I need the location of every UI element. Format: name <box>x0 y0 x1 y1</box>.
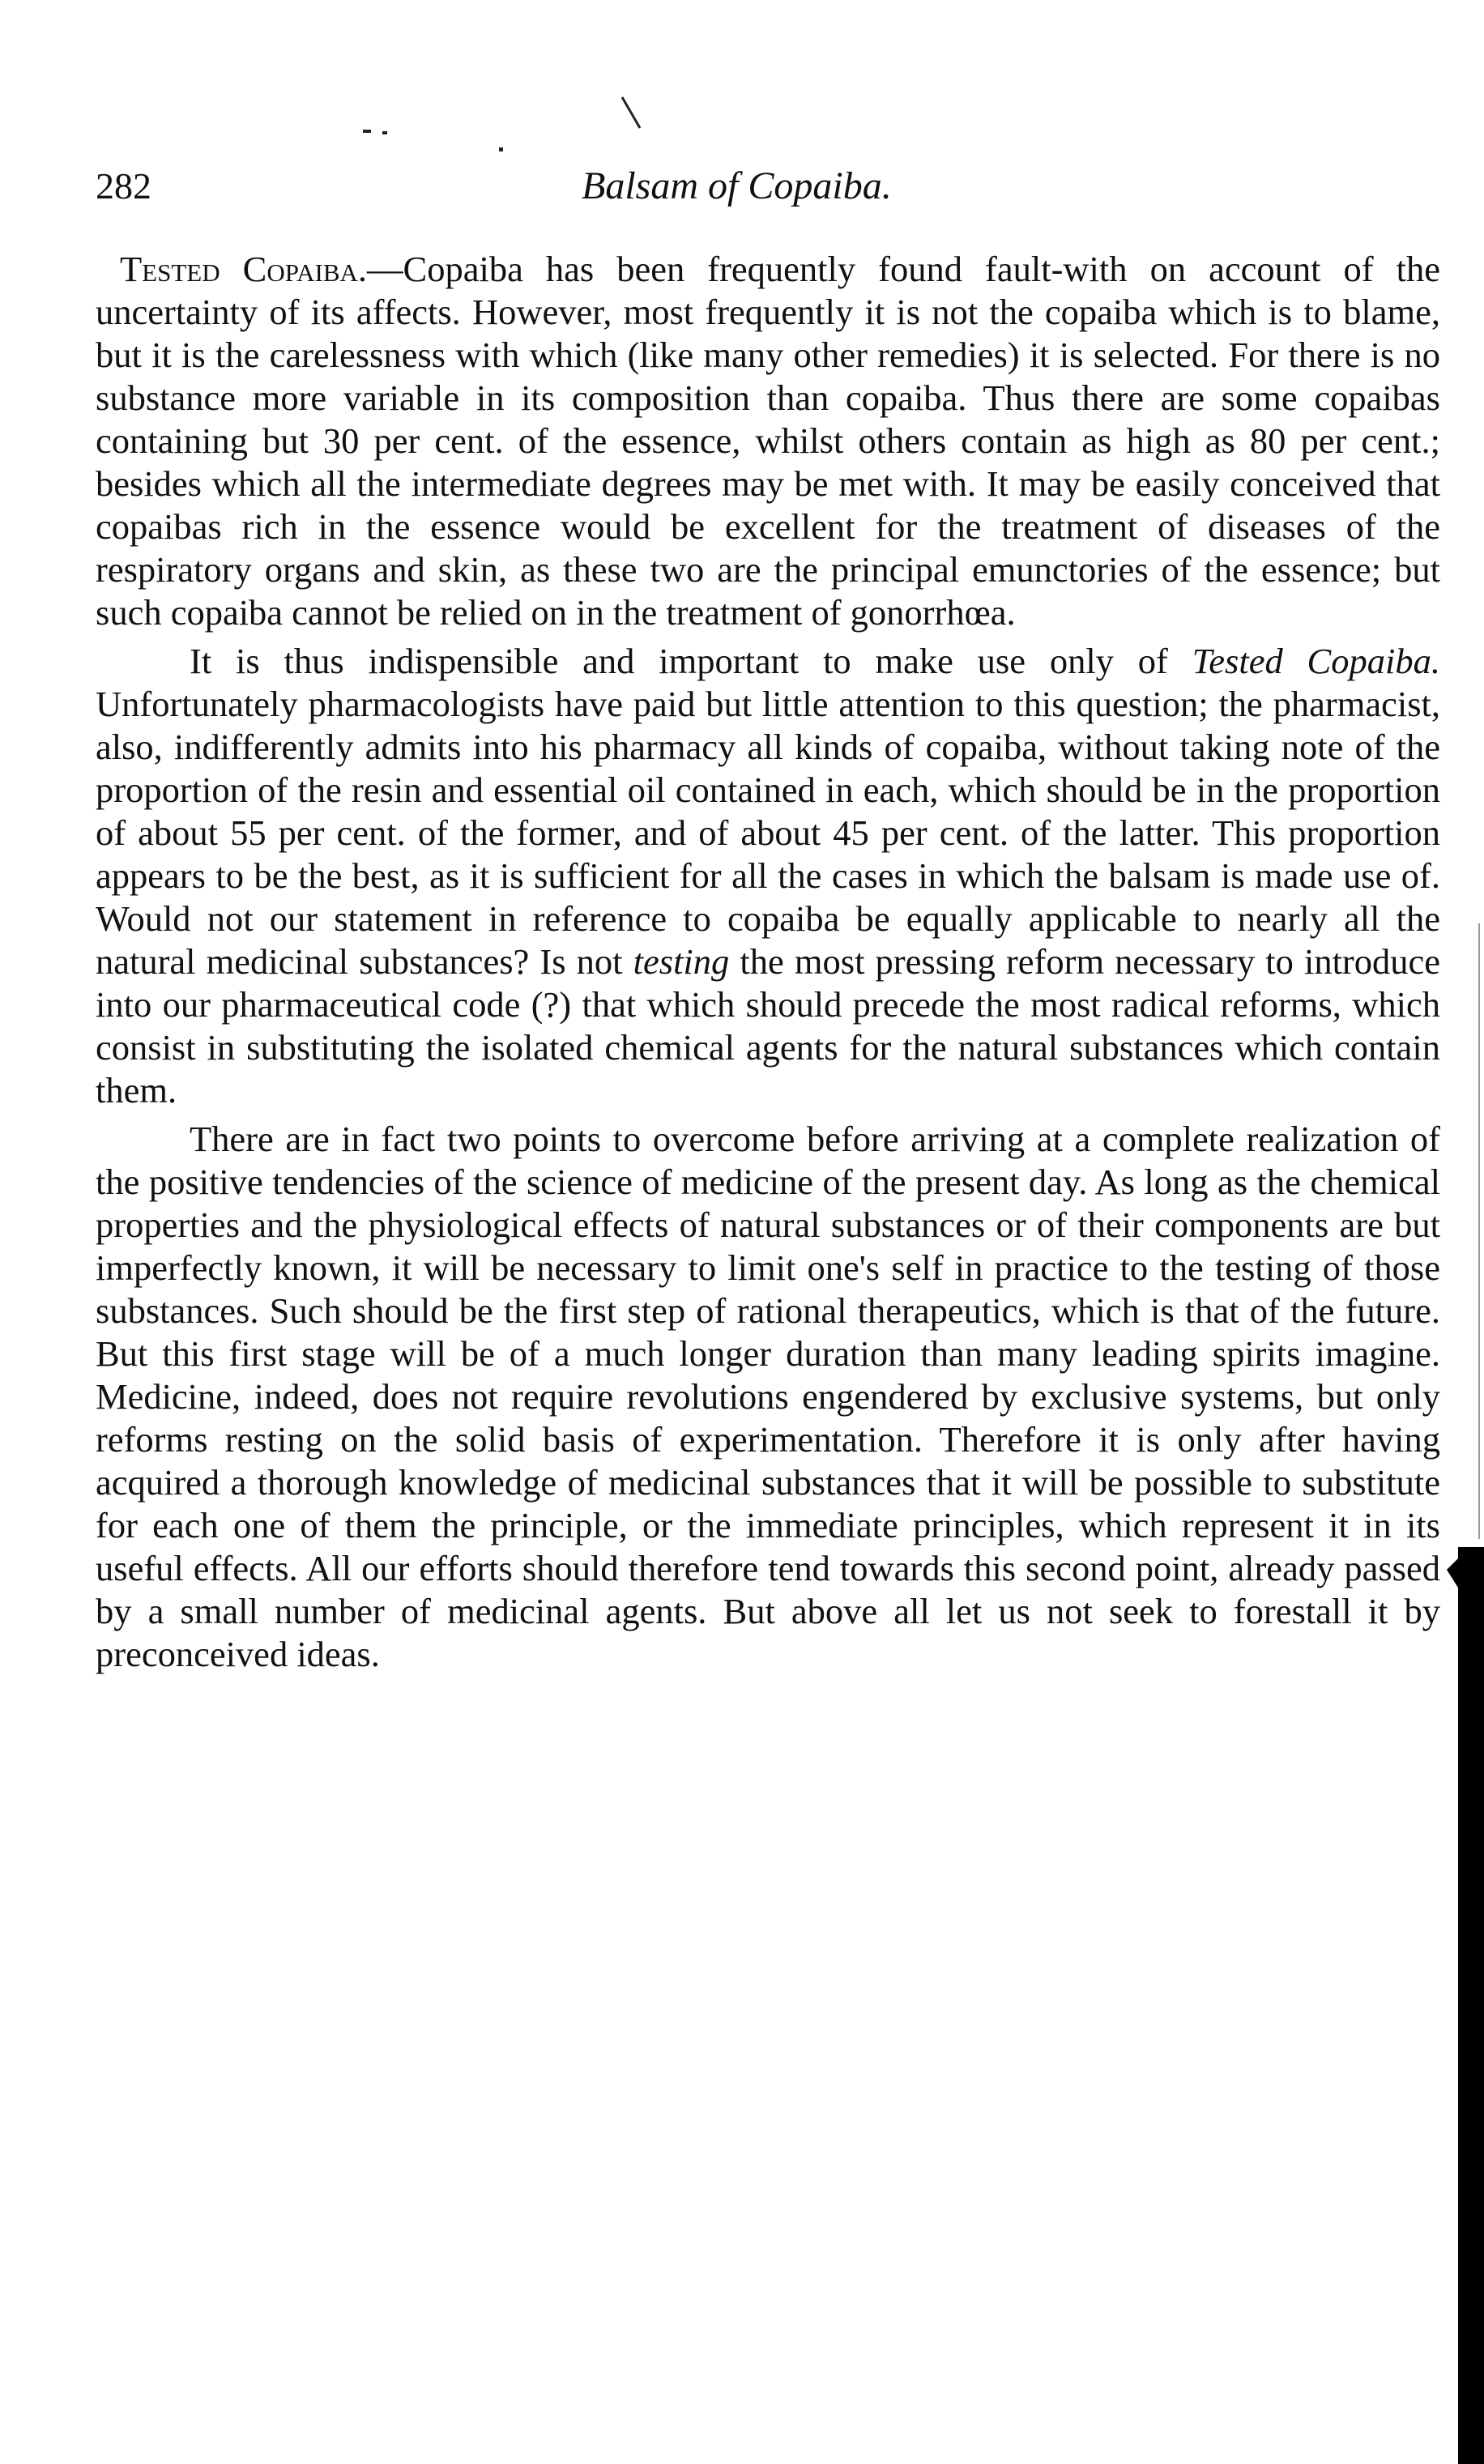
binding-shadow-bar <box>1458 1547 1484 2464</box>
running-title: Balsam of Copaiba. <box>582 164 892 207</box>
body-text <box>96 248 1440 1682</box>
top-edge-mark-2 <box>382 131 387 134</box>
section-lead: Tested Copaiba. <box>120 249 368 289</box>
top-edge-mark-4 <box>499 147 503 151</box>
italic-term: testing <box>633 941 730 982</box>
binding-shadow-tip <box>1447 1558 1458 1588</box>
paragraph-text: Unfortunately pharmacologists have paid but little attention to this question; the pharmacist, also, indifferently admits into his pharmacy all kinds of copaiba, without taking note of the proportion of the resin and essential oil contained in each, which should be in the proportion of about 55 per cent. of the former, and of about 45 per cent. of the latter. This proportion appears to be the best, as it is sufficient for all the cases in which the balsam is made use of. Would not our statement in reference to copaiba be equally applicable to nearly all the natural medicinal substances? Is not <box>96 684 1440 982</box>
paragraph-two-points <box>96 1118 1440 1676</box>
top-edge-mark-3 <box>622 97 640 128</box>
paragraph-text: There are in fact two points to overcome before arriving at a complete realization of the positive tendencies of the science of medicine of the present day. As long as the chemical properties and the physiological effects of natural substances or of their components are but imperfectly known, it will be necessary to limit one's self in practice to the testing of those substances. Such should be the first step of rational therapeutics, which is that of the future. But this first stage will be of a much longer duration than many leading spirits imagine. Medicine, indeed, does not require revolutions engendered by exclusive systems, but only reforms resting on the solid basis of experimentation. Therefore it is only after having acquired a thorough knowledge of medicinal substances that it will be possible to substitute for each one of them the principle, or the immediate principles, which represent it in its useful effects. All our efforts should therefore tend towards this second point, already passed by a small number of medicinal agents. But above all let us not seek to forestall it by preconceived ideas. <box>96 1119 1440 1674</box>
paragraph-tested-copaiba <box>96 248 1440 634</box>
top-edge-mark-1 <box>363 130 371 133</box>
paragraph-text: the most pressing reform necessary to introduce into our pharmaceutical code (?) that which should precede the most radical reforms, which consist in substituting the isolated chemical agents for the natural substances which contain them. <box>96 941 1441 1111</box>
paragraph-text: —Copaiba has been frequently found fault-with on account of the uncertainty of its affects. However, most frequently it is not the copaiba which is to blame, but it is the carelessness with which (like many other remedies) it is selected. For there is no substance more variable in its composition than copaiba. Thus there are some copaibas containing but 30 per cent. of the essence, whilst others contain as high as 80 per cent.; besides which all the intermediate degrees may be met with. It may be easily conceived that copaibas rich in the essence would be excellent for the treatment of diseases of the respiratory organs and skin, as these two are the principal emunctories of the essence; but such copaiba cannot be relied on in the treatment of gonorrhœa. <box>96 249 1440 633</box>
paragraph-text: It is thus indispensible and important to make use only of <box>190 641 1192 681</box>
paragraph-indispensible <box>96 640 1440 1112</box>
page-number: 282 <box>96 165 151 207</box>
page-header <box>96 162 1440 219</box>
italic-term: Tested Copaiba. <box>1192 641 1440 681</box>
